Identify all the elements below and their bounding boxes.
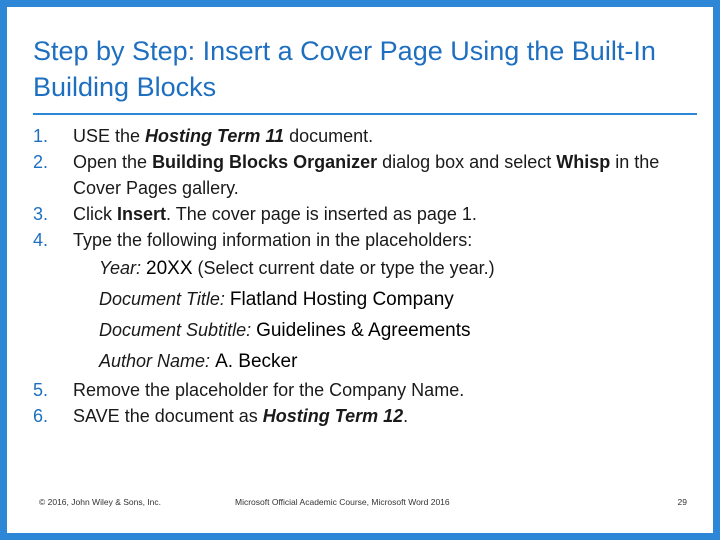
step-number: 5.: [33, 380, 49, 400]
placeholder-label: Document Title:: [99, 289, 230, 309]
step-text: USE the Hosting Term 11 document.: [73, 126, 374, 146]
slide-title: Step by Step: Insert a Cover Page Using the Built-In Building Blocks: [33, 36, 656, 102]
placeholder-author-name: [99, 346, 703, 377]
placeholder-label: Year:: [99, 258, 147, 278]
course-name: Microsoft Official Academic Course, Microsoft Word 2016: [235, 497, 450, 507]
step-number: 6.: [33, 406, 49, 426]
step-number: 4.: [33, 230, 49, 250]
command-name: Insert: [117, 204, 167, 224]
page-number: 29: [677, 497, 687, 507]
step-text: Type the following information in the placeholders:: [73, 230, 473, 250]
step-3: [33, 201, 703, 227]
step-number: 1.: [33, 126, 49, 146]
placeholder-year: [99, 253, 703, 284]
placeholder-value: Guidelines & Agreements: [256, 320, 471, 341]
step-text: Open the Building Blocks Organizer dialog box and select Whisp in the Cover Pages gallery.: [73, 152, 660, 198]
placeholder-value: 20XX: [146, 258, 193, 279]
step-text: Click Insert. The cover page is inserted as page 1.: [73, 204, 477, 224]
placeholder-label: Document Subtitle:: [99, 320, 257, 340]
step-number: 3.: [33, 204, 49, 224]
step-text: SAVE the document as Hosting Term 12.: [73, 406, 409, 426]
dialog-name: Building Blocks Organizer: [152, 152, 378, 172]
step-1: [33, 123, 703, 149]
gallery-item-name: Whisp: [556, 152, 611, 172]
placeholder-note: (Select current date or type the year.): [192, 258, 495, 278]
title-divider: [33, 113, 697, 115]
copyright-text: © 2016, John Wiley & Sons, Inc.: [39, 497, 162, 507]
document-name: Hosting Term 12: [262, 406, 404, 426]
placeholder-value: A. Becker: [215, 351, 298, 372]
step-6: [33, 403, 703, 429]
placeholder-value: Flatland Hosting Company: [229, 289, 454, 310]
step-number: 2.: [33, 152, 49, 172]
steps-list: [33, 123, 703, 429]
placeholder-document-title: [99, 284, 703, 315]
document-name: Hosting Term 11: [145, 126, 285, 146]
placeholder-document-subtitle: [99, 315, 703, 346]
step-text: Remove the placeholder for the Company Name.: [73, 380, 465, 400]
step-5: [33, 377, 703, 403]
step-2: [33, 149, 703, 201]
placeholder-label: Author Name:: [99, 351, 216, 371]
step-4: [33, 227, 703, 253]
